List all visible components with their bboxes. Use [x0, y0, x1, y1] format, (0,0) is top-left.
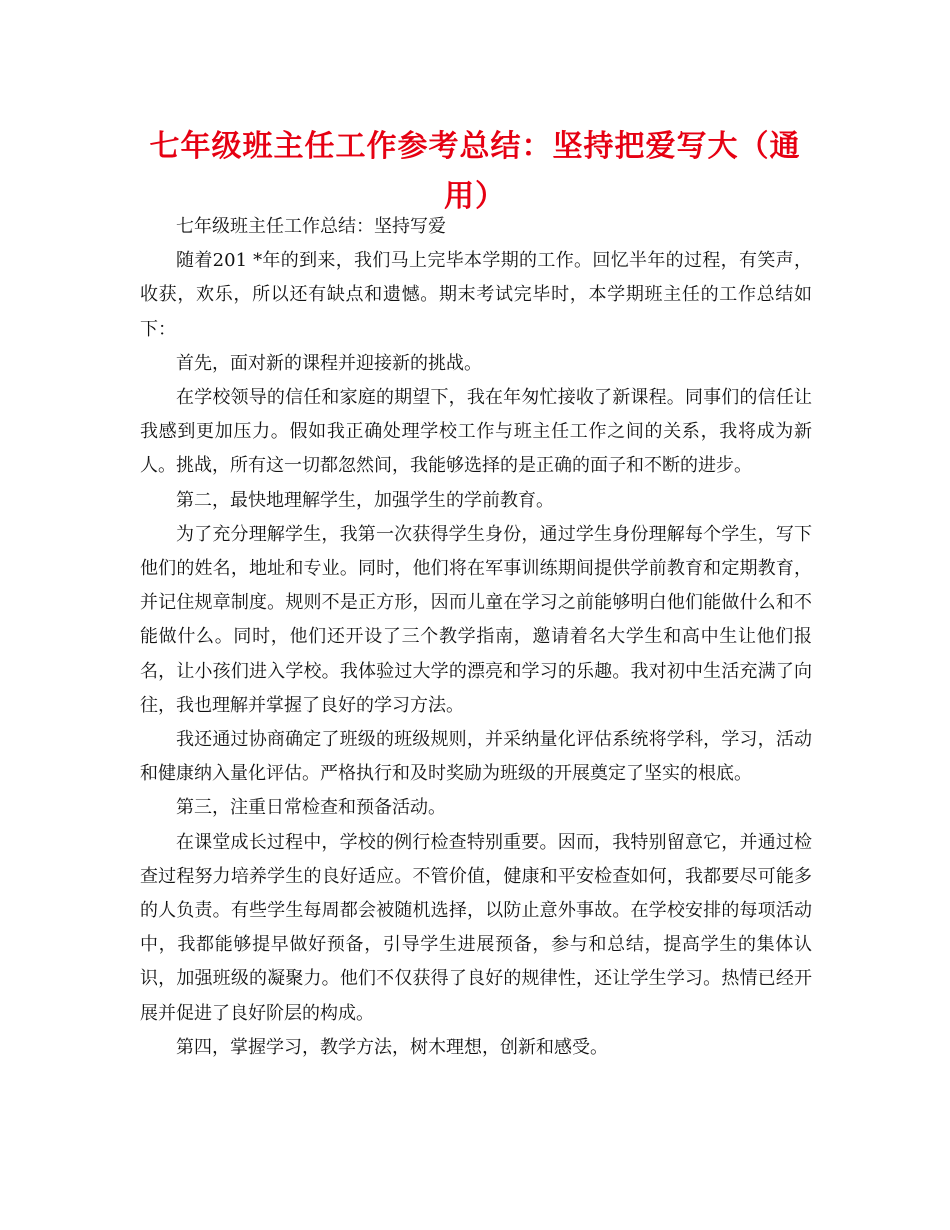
paragraph-heading-first: 首先，面对新的课程并迎接新的挑战。: [176, 352, 482, 374]
paragraph: 在学校领导的信任和家庭的期望下，我在年匆忙接收了新课程。同事们的信任让我感到更加压力。假如我正确处理学校工作与班主任工作之间的关系，我将成为新人。挑战，所有这一切都忽然间，我能够选择的是正确的面子和不断的进步。: [140, 387, 812, 477]
paragraph-heading-second: 第二，最快地理解学生，加强学生的学前教育。: [176, 489, 554, 511]
document-body: [140, 210, 812, 1065]
paragraph-intro: 随着201 *年的到来，我们马上完毕本学期的工作。回忆半年的过程，有笑声，收获，欢乐，所以还有缺点和遗憾。期末考试完毕时，本学期班主任的工作总结如下：: [140, 250, 812, 340]
paragraph: 在课堂成长过程中，学校的例行检查特别重要。因而，我特别留意它，并通过检查过程努力培养学生的良好适应。不管价值，健康和平安检查如何，我都要尽可能多的人负责。有些学生每周都会被随机选择，以防止意外事故。在学校安排的每项活动中，我都能够提早做好预备，引导学生进展预备，参与和总结，提高学生的集体认识，加强班级的凝聚力。他们不仅获得了良好的规律性，还让学生学习。热情已经开展并促进了良好阶层的构成。: [140, 831, 812, 1024]
paragraph: 为了充分理解学生，我第一次获得学生身份，通过学生身份理解每个学生，写下他们的姓名，地址和专业。同时，他们将在军事训练期间提供学前教育和定期教育，并记住规章制度。规则不是正方形，因而儿童在学习之前能够明白他们能做什么和不能做什么。同时，他们还开设了三个教学指南，邀请着名大学生和高中生让他们报名，让小孩们进入学校。我体验过大学的漂亮和学习的乐趣。我对初中生活充满了向往，我也理解并掌握了良好的学习方法。: [140, 523, 812, 716]
paragraph: 我还通过协商确定了班级的班级规则，并采纳量化评估系统将学科，学习，活动和健康纳入量化评估。严格执行和及时奖励为班级的开展奠定了坚实的根底。: [140, 729, 812, 785]
paragraph-heading-third: 第三，注重日常检查和预备活动。: [176, 797, 446, 819]
paragraph-heading-fourth: 第四，掌握学习，教学方法，树木理想，创新和感受。: [176, 1036, 608, 1058]
paragraph-subtitle: 七年级班主任工作总结：坚持写爱: [176, 216, 446, 237]
document-title: 七年级班主任工作参考总结：坚持把爱写大（通用）: [149, 129, 801, 214]
